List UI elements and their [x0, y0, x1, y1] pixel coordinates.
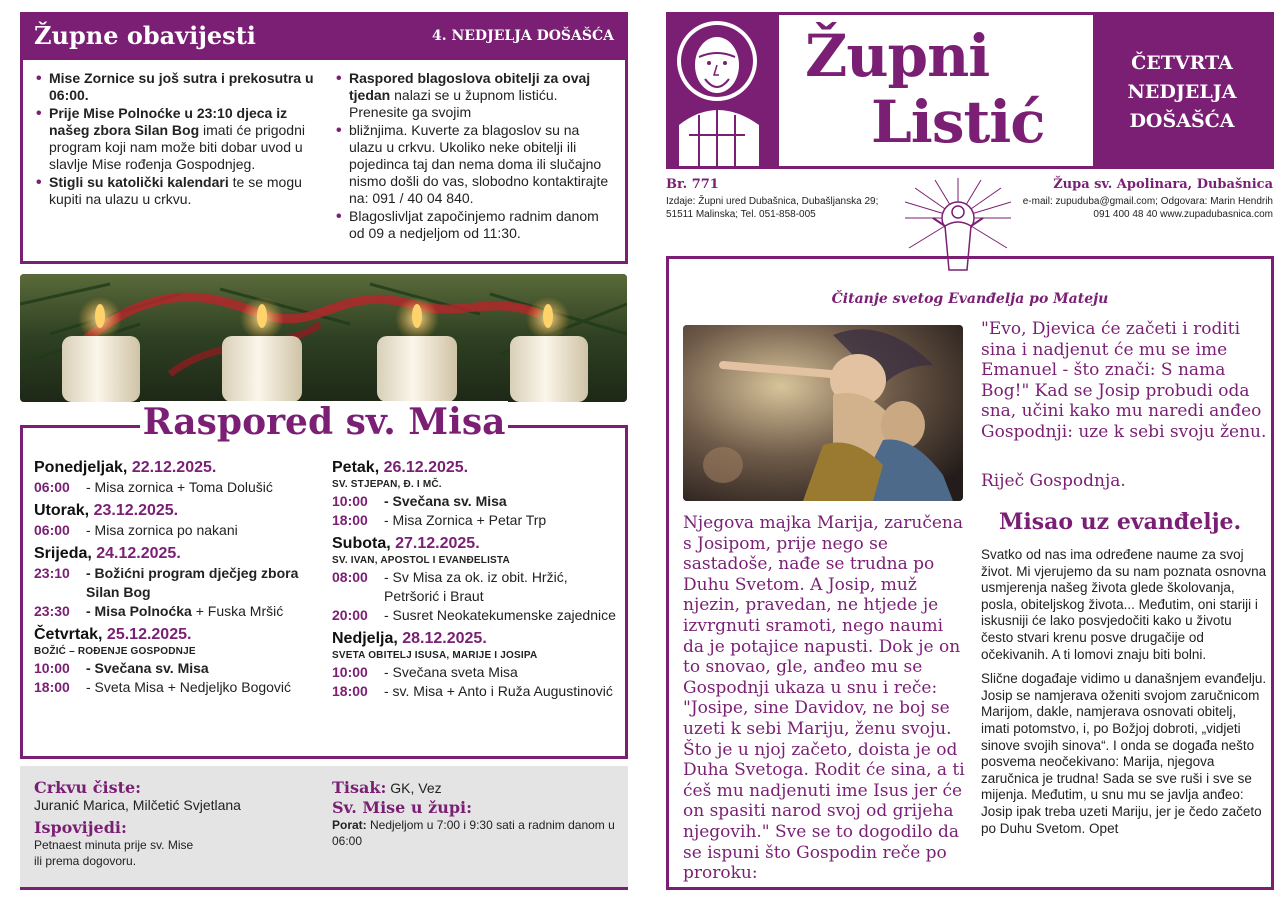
- parish-name: Župa sv. Apolinara, Dubašnica: [1053, 177, 1273, 192]
- notices-header: [20, 12, 628, 60]
- logo-line-2: Listić: [871, 88, 1045, 156]
- mass-column-right: [332, 458, 622, 705]
- press-heading: Tisak:: [332, 778, 387, 797]
- parish-masses-heading: Sv. Mise u župi:: [332, 798, 473, 817]
- bulletin-logo: [785, 15, 1081, 166]
- parish-info-box: [20, 766, 628, 890]
- day-entry: Subota, 27.12.2025. SV. IVAN, APOSTOL I EVANĐELISTA 08:00 - Sv Misa za ok. iz obit. Hržić, Petršorić i Braut 20:00 - Susret Neokatekumenske zajednice: [332, 535, 616, 623]
- porat-text: Nedjeljom u 7:00 i 9:30 sati a radnim danom u 06:00: [332, 818, 615, 848]
- sunday-label-box: [1093, 15, 1271, 166]
- porat-label: Porat:: [332, 818, 367, 832]
- day-entry: Četvrtak, 25.12.2025. BOŽIĆ – ROĐENJE GOSPODNJE 10:00 - Svečana sv. Misa 18:00 - Sveta Misa + Nedjeljko Bogović: [34, 626, 292, 695]
- notices-week-label: 4. NEDJELJA DOŠAŠĆA: [431, 28, 614, 44]
- notice-item: • Blagoslivljat započinjemo radnim danom od 09 a nedjeljom od 11:30.: [335, 208, 615, 242]
- parish-notices-box: [20, 12, 628, 264]
- gospel-quote: "Evo, Djevica će začeti i roditi sina i nadjenut će mu se ime Emanuel - što znači: S nama Bog!" Kad se Josip probudi oda sna, učini kako mu naredi anđeo Gospodnji: uze k sebi svoju ženu.: [981, 319, 1267, 442]
- notice-item: • bližnjima. Kuverte za blagoslov su na ulazu u crkvu. Ukoliko neke obitelji ili pojedinca taj dan nema doma ili slučajno nismo došli do vas, slobodno kontaktirajte na: 091 / 40 04 840.: [335, 122, 615, 207]
- publisher-info: [666, 178, 896, 221]
- mass-column-left: [34, 458, 324, 701]
- day-entry: Utorak, 23.12.2025. 06:00 - Misa zornica po nakani: [34, 502, 238, 538]
- sunday-label-line: DOŠAŠĆA: [1129, 110, 1235, 132]
- angel-appears-to-joseph-painting: [683, 325, 963, 501]
- reflection-text: [981, 547, 1267, 845]
- notices-column-right: [335, 70, 615, 243]
- divider: [20, 425, 140, 428]
- day-entry: Ponedjeljak, 22.12.2025. 06:00 - Misa zornica + Toma Dolušić: [34, 459, 273, 495]
- press-text: GK, Vez: [386, 780, 442, 796]
- saint-apollinaris-illustration: [669, 15, 779, 166]
- notices-column-left: [35, 70, 325, 209]
- confession-text-1: Petnaest minuta prije sv. Mise: [34, 838, 194, 852]
- issue-number: Br. 771: [666, 177, 719, 192]
- sunday-label-line: NEDJELJA: [1127, 81, 1237, 103]
- gospel-closing: Riječ Gospodnja.: [981, 471, 1126, 491]
- day-entry: Petak, 26.12.2025. SV. STJEPAN, Đ. I MČ. 10:00 - Svečana sv. Misa 18:00 - Misa Zornica + Petar Trp: [332, 459, 547, 528]
- gospel-text: Njegova majka Marija, zaručena s Josipom, prije nego se sastadoše, nađe se trudna po Duhu Svetom. A Josip, muž njezin, pravedan, ne htjede je izvrgnuti sramoti, nego naumi da je potajice napusti. Dok je on to snovao, gle, anđeo mu se Gospodnji ukaza u snu i reče: "Josipe, sine Davidov, ne boj se uzeti k sebi Mariju, ženu svoju. Što je u njoj začeto, doista je od Duha Svetoga. Rodit će sina, a ti ćeš mu nadjenuti ime Isus jer će on spasiti narod svoj od grijeha njegovih." Sve se to dogodilo da se ispuni što Gospodin reče po proroku:: [683, 513, 965, 884]
- divider: [508, 425, 628, 428]
- reflection-paragraph: Svatko od nas ima određene naume za svoj život. Mi vjerujemo da su nam poznata osnovna usmjerenja našeg života glede školovanja, posla, obiteljskog života... Međutim, oni stariji i iskusniji će lako posvjedočiti kako u životu često stvari krenu posve drugačije od očekivanih. A ti lomovi znaju biti bolni.: [981, 547, 1267, 662]
- notice-item: • Stigli su katolički kalendari te se mogu kupiti na ulazu u crkvu.: [35, 174, 325, 208]
- parish-info: [1010, 178, 1273, 221]
- notices-title: Župne obavijesti: [34, 21, 256, 50]
- notice-item: • Raspored blagoslova obitelji za ovaj tjedan nalazi se u župnom listiću. Prenesite ga svojim: [335, 70, 615, 121]
- masthead: [666, 12, 1274, 169]
- cleaning-names: Juranić Marica, Milčetić Svjetlana: [34, 797, 241, 813]
- cleaning-heading: Crkvu čiste:: [34, 778, 142, 797]
- gospel-box: [666, 256, 1274, 890]
- notice-item: • Prije Mise Polnoćke u 23:10 djeca iz našeg zbora Silan Bog imati će prigodni program koji nam može biti dobar uvod u slavlje Mise rođenja Gospodnjeg.: [35, 105, 325, 173]
- day-entry: Srijeda, 24.12.2025. 23:10 - Božićni program dječjeg zbora Silan Bog 23:30 - Misa Polnoćka + Fuska Mršić: [34, 545, 299, 619]
- advent-candles-photo: [20, 274, 627, 402]
- parish-contact: e-mail: zupuduba@gmail.com; Odgovara: Marin Hendrih 091 400 48 40 www.zupadubasnica.com: [1022, 196, 1273, 220]
- logo-line-1: Župni: [805, 22, 990, 90]
- mass-schedule-title: Raspored sv. Misa: [140, 401, 508, 443]
- reflection-paragraph: Slične događaje vidimo u današnjem evanđelju. Josip se namjerava oženiti svojom zaručnicom Marijom, dakle, namjerava osnovati obitelj, imati potomstvo, i, po Božjoj dobroti, „vidjeti sinove svojih sinova“. I onda se događa nešto posvema neočekivano: Marija, njegova zaručnica je trudna! Sada se sve ruši i sve se mijenja. Međutim, u snu mu se javlja anđeo: Josip ipak treba uzeti Mariju, jer je čedo začeto po Duhu Svetom. Opet: [981, 671, 1267, 836]
- gospel-title: Čitanje svetog Evanđelja po Mateju: [831, 291, 1109, 307]
- day-entry: Nedjelja, 28.12.2025. SVETA OBITELJ ISUSA, MARIJE I JOSIPA 10:00 - Svečana sveta Misa 18:00 - sv. Misa + Anto i Ruža Augustinović: [332, 630, 613, 699]
- reflection-title: Misao uz evanđelje.: [999, 509, 1242, 535]
- notice-item: • Mise Zornice su još sutra i prekosutra u 06:00.: [35, 70, 325, 104]
- publisher-text: Izdaje: Župni ured Dubašnica, Dubašljanska 29; 51511 Malinska; Tel. 051-858-005: [666, 196, 879, 220]
- sunday-label-line: ČETVRTA: [1131, 52, 1233, 74]
- confession-heading: Ispovijedi:: [34, 818, 127, 837]
- confession-text-2: ili prema dogovoru.: [34, 854, 137, 868]
